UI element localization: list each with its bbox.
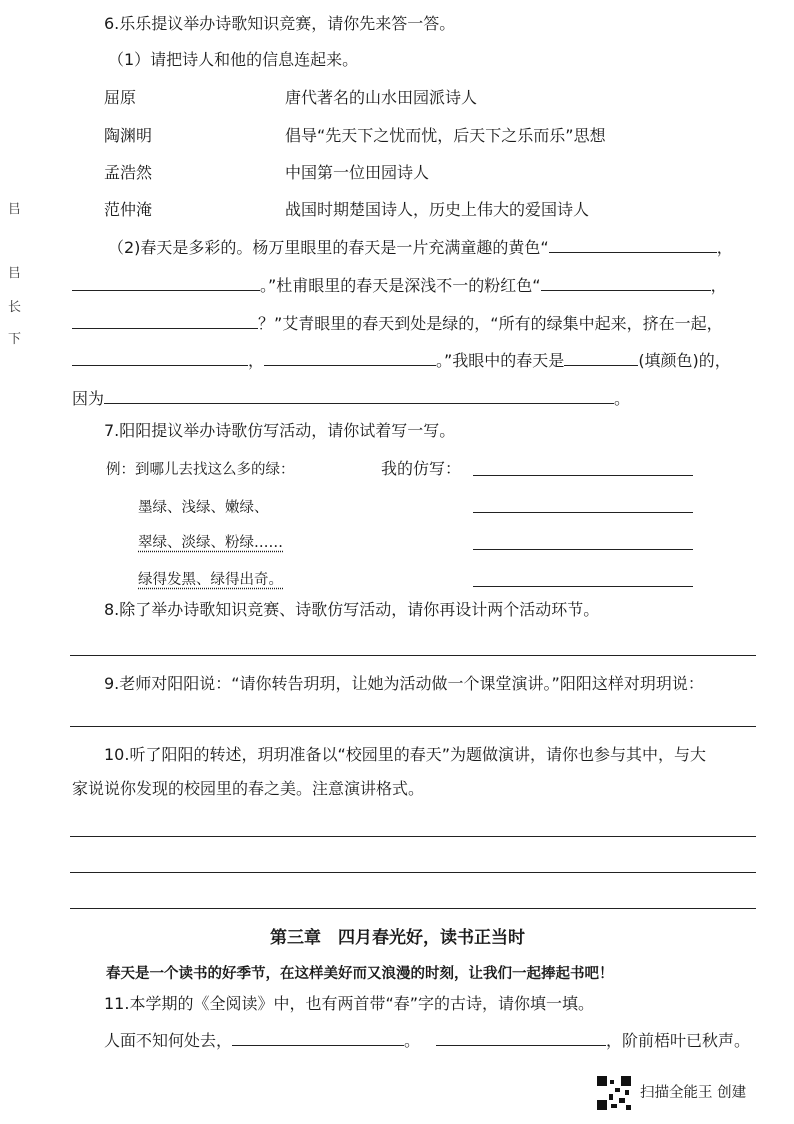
margin-char-4: 下 <box>8 332 22 347</box>
q6-sub2-text: 。”杜甫眼里的春天是深浅不一的粉红色“ <box>260 276 541 295</box>
q11-poem-end: ，阶前梧叶已秋声。 <box>606 1031 751 1050</box>
q6-sub2-text: ？”艾青眼里的春天到处是绿的，“所有的绿集中起来，挤在一起， <box>258 314 723 333</box>
poet-name: 屈原 <box>104 88 137 107</box>
margin-char-2: 㠯 <box>8 266 22 281</box>
poet-info: 唐代著名的山水田园派诗人 <box>285 88 478 107</box>
answer-blank[interactable] <box>72 276 260 291</box>
chapter-title: 第三章 四月春光好，读书正当时 <box>270 928 525 948</box>
q7-example-line: 墨绿、浅绿、嫩绿、 <box>138 500 269 516</box>
imitation-line[interactable] <box>473 512 693 513</box>
poem-blank[interactable] <box>232 1031 404 1046</box>
margin-char-1: 㠯 <box>8 202 22 217</box>
q6-sub1: （1）请把诗人和他的信息连起来。 <box>108 50 359 69</box>
poet-name: 范仲淹 <box>104 200 153 219</box>
poet-info: 战国时期楚国诗人，历史上伟大的爱国诗人 <box>285 200 590 219</box>
chapter-intro: 春天是一个读书的好季节，在这样美好而又浪漫的时刻，让我们一起捧起书吧！ <box>106 965 614 982</box>
q9-title: 9.老师对阳阳说：“请你转告玥玥，让她为活动做一个课堂演讲。”阳阳这样对玥玥说： <box>104 674 704 693</box>
answer-line[interactable] <box>70 655 756 656</box>
q11-poem-start: 人面不知何处去， <box>104 1031 233 1050</box>
answer-blank[interactable] <box>72 351 248 366</box>
q6-sub2-text: 。”我眼中的春天是 <box>436 351 565 370</box>
q11-title: 11.本学期的《全阅读》中，也有两首带“春”字的古诗，请你填一填。 <box>104 994 595 1013</box>
answer-blank[interactable] <box>541 276 711 291</box>
punct: ， <box>710 276 727 295</box>
q7-example-line: 翠绿、淡绿、粉绿…… <box>138 535 283 551</box>
punct: 。 <box>404 1031 421 1050</box>
answer-line[interactable] <box>70 836 756 837</box>
q6-title: 6.乐乐提议举办诗歌知识竞赛，请你先来答一答。 <box>104 14 456 33</box>
qr-code-icon <box>597 1076 631 1110</box>
poet-info: 倡导“先天下之忧而忧，后天下之乐而乐”思想 <box>285 126 606 145</box>
q8-title: 8.除了举办诗歌知识竞赛、诗歌仿写活动，请你再设计两个活动环节。 <box>104 600 600 619</box>
answer-blank[interactable] <box>549 238 717 253</box>
imitation-line[interactable] <box>473 475 693 476</box>
poet-name: 孟浩然 <box>104 163 153 182</box>
scanner-watermark: 扫描全能王 创建 <box>640 1085 747 1101</box>
q6-sub2-text: 因为 <box>72 389 105 408</box>
punct: ， <box>248 351 265 370</box>
poet-info: 中国第一位田园诗人 <box>285 163 430 182</box>
q7-my-label: 我的仿写： <box>381 459 462 478</box>
color-blank[interactable] <box>564 351 638 366</box>
answer-blank[interactable] <box>264 351 436 366</box>
margin-char-3: 长 <box>8 300 22 315</box>
answer-line[interactable] <box>70 726 756 727</box>
answer-blank[interactable] <box>104 389 614 404</box>
answer-line[interactable] <box>70 872 756 873</box>
answer-line[interactable] <box>70 908 756 909</box>
punct: 。 <box>614 389 631 408</box>
q6-sub2-text: (填颜色)的， <box>638 351 731 370</box>
poem-blank[interactable] <box>436 1031 606 1046</box>
q7-example-label: 例：到哪儿去找这么多的绿： <box>106 462 295 478</box>
imitation-line[interactable] <box>473 586 693 587</box>
q10-line2: 家说说你发现的校园里的春之美。注意演讲格式。 <box>72 779 425 798</box>
punct: ， <box>716 238 733 257</box>
poet-name: 陶渊明 <box>104 126 153 145</box>
q6-sub2-text: （2)春天是多彩的。杨万里眼里的春天是一片充满童趣的黄色“ <box>108 238 549 257</box>
q10-line1: 10.听了阳阳的转述，玥玥准备以“校园里的春天”为题做演讲，请你也参与其中，与大 <box>104 745 707 764</box>
q7-example-line: 绿得发黑、绿得出奇。 <box>138 572 283 588</box>
q7-title: 7.阳阳提议举办诗歌仿写活动，请你试着写一写。 <box>104 421 456 440</box>
imitation-line[interactable] <box>473 549 693 550</box>
answer-blank[interactable] <box>72 314 258 329</box>
